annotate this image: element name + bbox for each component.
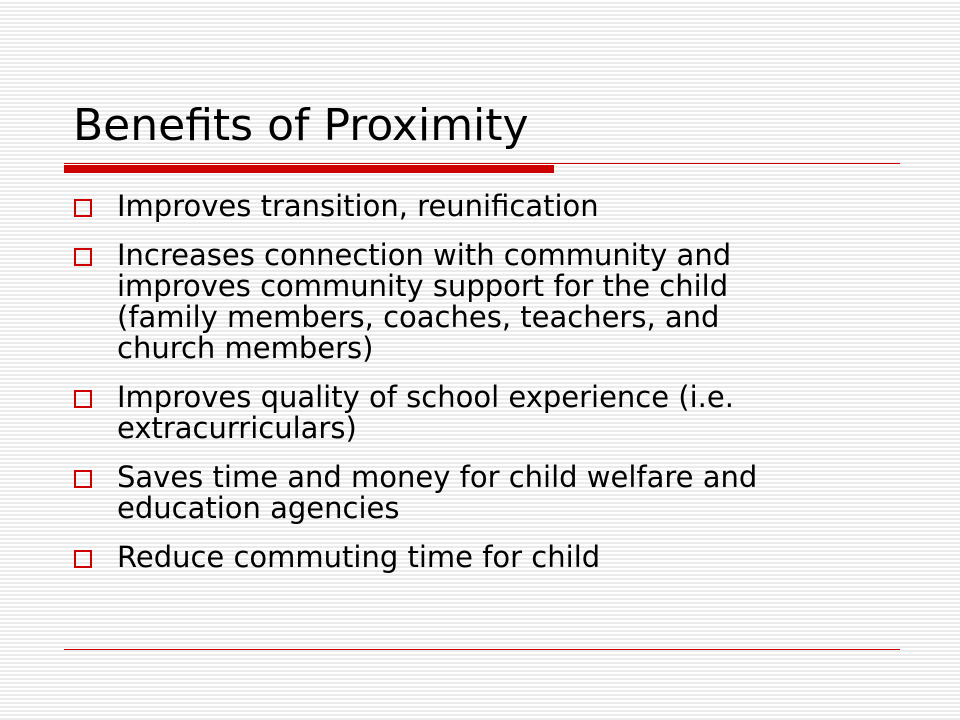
bullet-item	[74, 382, 904, 444]
bullet-line: extracurriculars)	[117, 411, 357, 445]
bullet-line: (family members, coaches, teachers, and	[117, 300, 720, 334]
bullet-list	[74, 191, 904, 591]
bullet-item	[74, 462, 904, 524]
slide-title: Benefits of Proximity	[73, 100, 529, 151]
square-bullet-icon	[74, 248, 92, 266]
bullet-line: Improves transition, reunification	[117, 189, 599, 223]
bullet-item	[74, 240, 904, 364]
title-underline-thin	[64, 163, 900, 164]
bullet-item	[74, 542, 904, 573]
bullet-line: Increases connection with community and	[117, 238, 732, 272]
bullet-line: Saves time and money for child welfare and	[117, 460, 758, 494]
square-bullet-icon	[74, 550, 92, 568]
bullet-text	[117, 191, 904, 222]
bullet-line: improves community support for the child	[117, 269, 729, 303]
bullet-text	[117, 462, 904, 524]
footer-divider	[64, 649, 900, 650]
title-underline-accent	[64, 165, 554, 173]
bullet-line: Improves quality of school experience (i.e.	[117, 380, 734, 414]
square-bullet-icon	[74, 470, 92, 488]
bullet-line: church members)	[117, 331, 374, 365]
square-bullet-icon	[74, 390, 92, 408]
bullet-text	[117, 382, 904, 444]
square-bullet-icon	[74, 199, 92, 217]
bullet-text	[117, 542, 904, 573]
bullet-line: Reduce commuting time for child	[117, 540, 601, 574]
bullet-text	[117, 240, 904, 364]
bullet-item	[74, 191, 904, 222]
bullet-line: education agencies	[117, 491, 400, 525]
